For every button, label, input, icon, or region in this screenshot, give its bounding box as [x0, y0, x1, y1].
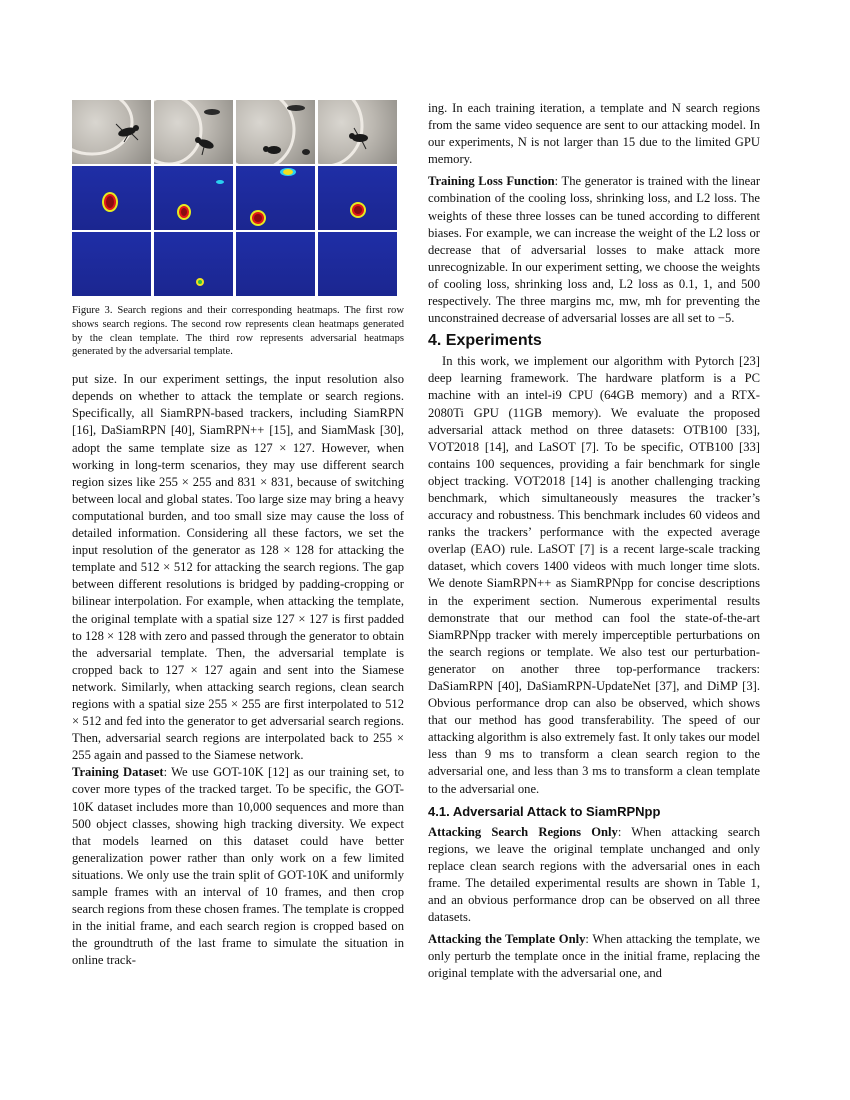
- paragraph-heading: Attacking the Template Only: [428, 932, 586, 947]
- clean-heatmap: [318, 166, 397, 230]
- search-region-image: [236, 100, 315, 164]
- right-column: [428, 100, 760, 983]
- paragraph-body: : When attacking search regions, we leave the original template unchanged and only replace clean search regions with the adversarial ones in each frame. The detailed experimental results are shown in Table 1, and an obvious performance drop can be observed on all three datasets.: [428, 824, 761, 925]
- adversarial-heatmap: [318, 232, 397, 296]
- paragraph: put size. In our experiment settings, the input resolution also depends on whether to attack the template or search regions. Specifically, all SiamRPN-based trackers, including SiamRPN [16], DaSiamRPN [40], SiamRPN++ [15], and SiamMask [30], adopt the same template size as 127 × 127. However, when working in long-term scenarios, they may use different search region sizes like 255 × 255 and 831 × 831, because of switching between local and global states. Too large size may bring a heavy computational burden, and too small size may cause the loss of detailed information. Considering all these factors, we set the input resolution of the generator as 128 × 128 for attacking the template and 512 × 512 for attacking the search regions. The gap between different resolutions is bridged by padding-cropping or bilinear interpolation. For example, when attacking the template, the original template with a spatial size 127 × 127 is first padded to 128 × 128 with zero and passed through the generator to obtain the adversarial template. Then, the adversarial template is cropped back to 127 × 127 again and sent into the Siamese network. Similarly, when attacking search regions, clean search regions with a spatial size 255 × 255 are first interpolated to 512 × 512 and fed into the generator to get adversarial search regions. Then, adversarial search regions are interpolated back to 255 × 255 again and passed to the Siamese network.: [72, 372, 404, 763]
- paragraph-training-loss: [428, 173, 760, 327]
- clean-heatmap: [154, 166, 233, 230]
- paragraph-heading: Training Dataset: [72, 765, 164, 780]
- subsection-heading: 4.1. Adversarial Attack to SiamRPNpp: [428, 803, 661, 819]
- search-region-image: [72, 100, 151, 164]
- adversarial-heatmap: [72, 232, 151, 296]
- clean-heatmap: [236, 166, 315, 230]
- section-heading: 4. Experiments: [428, 332, 542, 350]
- left-column: [72, 100, 404, 969]
- paragraph-heading: Training Loss Function: [428, 174, 555, 189]
- paragraph-attacking-search: [428, 824, 760, 927]
- figure-3-grid: [72, 100, 404, 296]
- paragraph-heading: Attacking Search Regions Only: [428, 824, 618, 839]
- paragraph-training-dataset: [72, 764, 404, 969]
- figure-caption: Figure 3. Search regions and their corresponding heatmaps. The first row shows search regions. The second row represents clean heatmaps generated by the clean template. The third row represents adversarial heatmaps generated by the adversarial template.: [72, 305, 404, 358]
- adversarial-heatmap: [154, 232, 233, 296]
- paragraph: In this work, we implement our algorithm with Pytorch [23] deep learning framework. The hardware platform is a PC machine with an intel-i9 CPU (64GB memory) and a RTX-2080Ti GPU (11GB memory). We evaluate the proposed adversarial attack method on three datasets: OTB100 [33], VOT2018 [14], and LaSOT [7]. To be specific, OTB100 [33] contains 100 sequences, providing a fair benchmark for single object tracking. VOT2018 [14] is another challenging tracking benchmark, which simultaneously measures the tracker’s accuracy and robustness. This benchmark includes 60 videos and ranks the trackers’ performance with the expected average overlap (EAO) rule. LaSOT [7] is a recent large-scale tracking dataset, which covers 1400 videos with much longer time slots. We denote SiamRPN++ as SiamRPNpp for concise descriptions in the experiment section. Numerous experimental results demonstrate that our method can fool the state-of-the-art SiamRPNpp tracker with merely imperceptible perturbations on the search regions or template. We also test our perturbation-generator on another three top-performance trackers: DaSiamRPN [40], DaSiamRPN-UpdateNet [37], and DiMP [3]. Obvious performance drop can also be observed, which shows that our method has good transferability. The speed of our attacking algorithm is also extremely fast. It only takes our model less than 9 ms to transform a clean search region to the adversarial one, and less than 3 ms to transform a clean template to the adversarial one.: [428, 354, 760, 796]
- paragraph-body: : We use GOT-10K [12] as our training set, to cover more types of the tracked target. To be specific, the GOT-10K dataset includes more than 10,000 sequences and more than 500 object classes, showing high tracking diversity. We expect that models learned on this dataset could have better generalization power rather than only work on a few limited situations. We only use the train split of GOT-10K and uniformly sample frames with an interval of 10 frames, and then crop search regions from these chosen frames. The template is cropped in the initial frame, and each search region is cropped based on the groundtruth of the last frame to simulate the situation in online track-: [72, 765, 405, 968]
- adversarial-heatmap: [236, 232, 315, 296]
- paragraph-body: : The generator is trained with the linear combination of the cooling loss, shrinking loss, and L2 loss. The weights of these three losses can be tuned according to different biases. For example, we can increase the weight of the L2 loss or decrease that of adversarial losses to make attack more unrecognizable. In our experiment setting, we choose the weights of cooling loss, shrinking loss and, L2 loss as 0.1, 1, and 500 respectively. The three margins mc, mw, mh for preventing the unconstrained decrease of adversarial losses are all set to −5.: [428, 174, 761, 326]
- search-region-image: [154, 100, 233, 164]
- clean-heatmap: [72, 166, 151, 230]
- search-region-image: [318, 100, 397, 164]
- paragraph-attacking-template: [428, 931, 760, 982]
- paragraph-body: : When attacking the template, we only perturb the template once in the initial frame, replacing the original template with the adversarial one, and: [428, 932, 760, 981]
- paragraph: ing. In each training iteration, a template and N search regions from the same video sequence are sent to our attacking model. In our experiments, N is not larger than 15 due to the limited GPU memory.: [428, 101, 760, 167]
